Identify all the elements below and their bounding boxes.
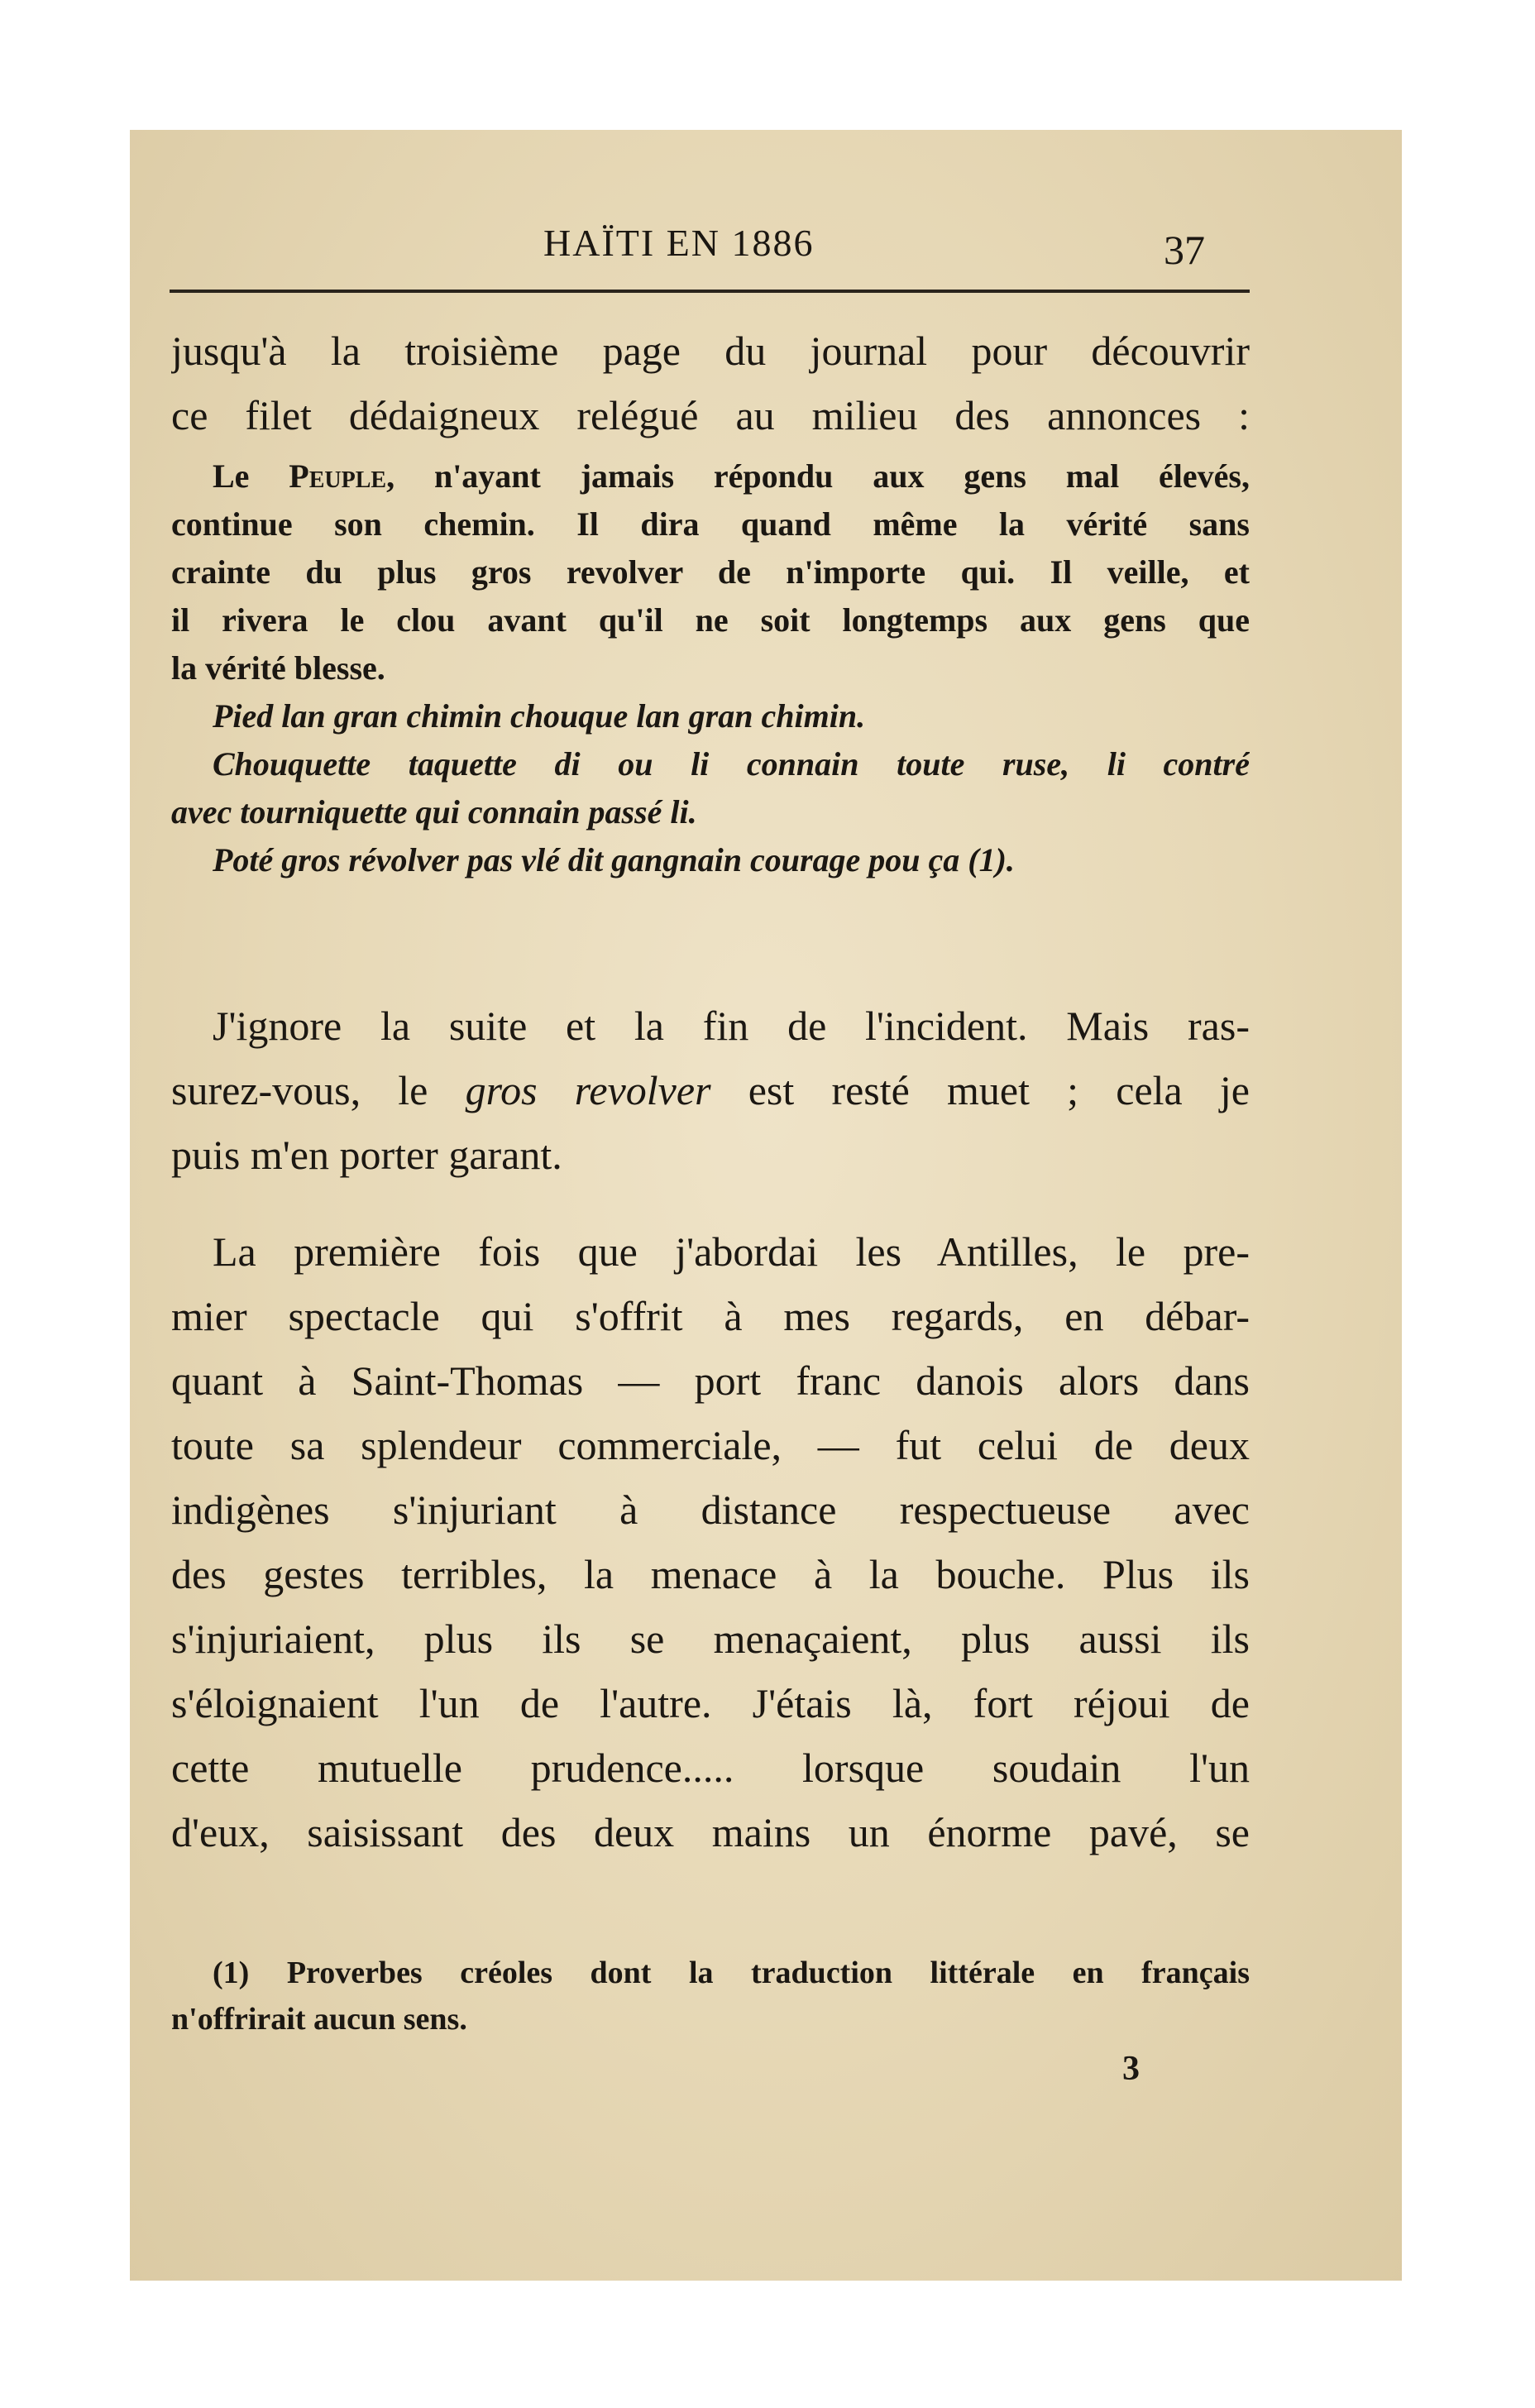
paragraph-2-line-8: s'éloignaient l'un de l'autre. J'étais là, fort réjoui de bbox=[171, 1680, 1250, 1726]
emphasis-gros-revolver: gros revolver bbox=[465, 1067, 711, 1113]
quote-first-line-rest: , n'ayant jamais répondu aux gens mal élevés, bbox=[386, 457, 1250, 495]
footnote-line-2: n'offrirait aucun sens. bbox=[171, 2002, 467, 2037]
header-rule bbox=[170, 290, 1250, 293]
paragraph-1-line-1: J'ignore la suite et la fin de l'incident. Mais ras- bbox=[213, 1003, 1250, 1049]
paragraph-1-line-2-after: est resté muet ; cela je bbox=[710, 1067, 1250, 1113]
proverb-line-2: Chouquette taquette di ou li connain toute ruse, li contré bbox=[213, 745, 1250, 783]
paragraph-2-line-4: toute sa splendeur commerciale, — fut celui de deux bbox=[171, 1422, 1250, 1468]
book-page bbox=[130, 130, 1402, 2281]
signature-mark: 3 bbox=[1122, 2050, 1140, 2088]
quote-first-word: Le bbox=[213, 457, 250, 495]
quote-line-5: la vérité blesse. bbox=[171, 649, 385, 687]
newspaper-quote bbox=[171, 452, 1250, 884]
paragraph-2 bbox=[171, 1219, 1250, 1865]
paragraph-2-line-1: La première fois que j'abordai les Antilles, le pre- bbox=[213, 1228, 1250, 1275]
proverb-line-4: Poté gros révolver pas vlé dit gangnain courage pou ça (1). bbox=[213, 841, 1015, 878]
paragraph-1-line-2-before: surez-vous, le bbox=[171, 1067, 466, 1113]
paragraph-2-line-6: des gestes terribles, la menace à la bouche. Plus ils bbox=[171, 1551, 1250, 1597]
quote-line-1 bbox=[171, 452, 1250, 500]
running-title: HAÏTI EN 1886 bbox=[543, 222, 815, 264]
proverb-line-3: avec tourniquette qui connain passé li. bbox=[171, 793, 697, 831]
paragraph-2-line-3: quant à Saint-Thomas — port franc danois alors dans bbox=[171, 1357, 1250, 1404]
quote-line-4: il rivera le clou avant qu'il ne soit longtemps aux gens que bbox=[171, 601, 1250, 639]
paragraph-2-line-9: cette mutuelle prudence..... lorsque soudain l'un bbox=[171, 1745, 1250, 1791]
quote-line-2: continue son chemin. Il dira quand même la vérité sans bbox=[171, 505, 1250, 543]
paragraph-2-line-2: mier spectacle qui s'offrit à mes regards, en débar- bbox=[171, 1293, 1250, 1339]
page-number: 37 bbox=[1164, 227, 1205, 273]
paragraph-1-line-2 bbox=[171, 1058, 1250, 1123]
paragraph-2-line-10: d'eux, saisissant des deux mains un énorme pavé, se bbox=[171, 1809, 1250, 1855]
proverb-line-1: Pied lan gran chimin chouque lan gran chimin. bbox=[213, 697, 866, 735]
quote-line-3: crainte du plus gros revolver de n'importe qui. Il veille, et bbox=[171, 553, 1250, 591]
footnote bbox=[171, 1950, 1250, 2042]
opening-lines bbox=[171, 318, 1250, 448]
opening-line-2: ce filet dédaigneux relégué au milieu des annonces : bbox=[171, 392, 1250, 438]
newspaper-name: Peuple bbox=[289, 457, 387, 495]
paragraph-2-line-5: indigènes s'injuriant à distance respectueuse avec bbox=[171, 1486, 1250, 1533]
page-header bbox=[130, 221, 1402, 273]
footnote-line-1: (1) Proverbes créoles dont la traduction littérale en français bbox=[213, 1956, 1250, 1990]
paragraph-2-line-7: s'injuriaient, plus ils se menaçaient, plus aussi ils bbox=[171, 1616, 1250, 1662]
paragraph-1-line-3: puis m'en porter garant. bbox=[171, 1132, 562, 1178]
paragraph-1 bbox=[171, 993, 1250, 1187]
opening-line-1: jusqu'à la troisième page du journal pour découvrir bbox=[171, 328, 1250, 374]
